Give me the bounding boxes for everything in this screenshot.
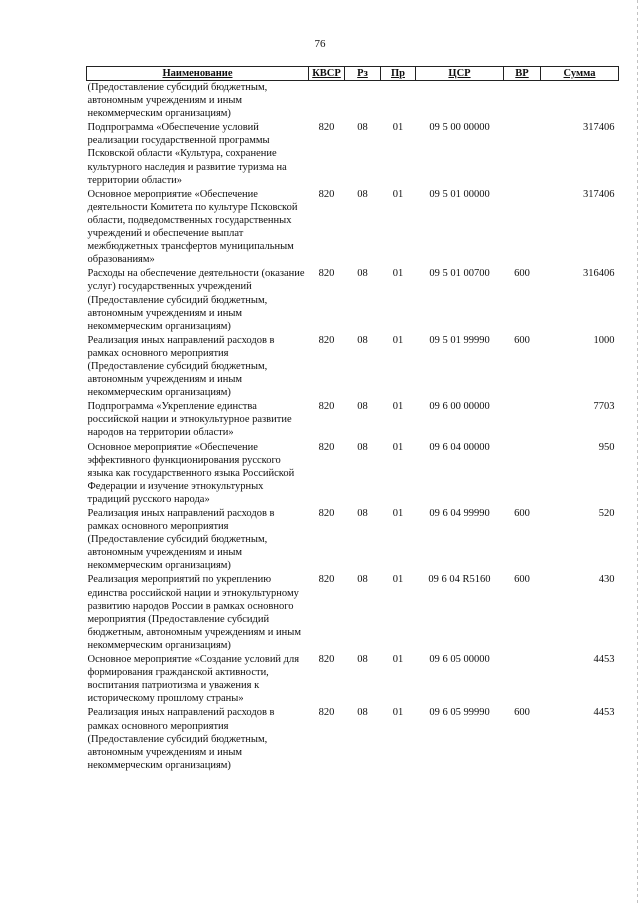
- cell-pr: 01: [392, 654, 404, 666]
- cell-sum: 430: [598, 574, 615, 586]
- cell-name: Подпрограмма «Укрепление единства российской нации и этнокультурное развитие народов на территории области»: [87, 401, 292, 439]
- cell-csr: 09 6 00 00000: [429, 401, 490, 413]
- cell-rz: [345, 81, 381, 122]
- table-row: [87, 267, 619, 333]
- cell-csr: 09 5 01 00700: [429, 268, 490, 280]
- cell-pr: 01: [392, 334, 404, 346]
- cell-rz: 08: [357, 441, 368, 453]
- cell-name: Реализация иных направлений расходов в рамках основного мероприятия (Предоставление субсидий бюджетным, автономным учреждениям и иным некоммерческим организациям): [87, 508, 275, 572]
- cell-sum: 316406: [583, 268, 615, 280]
- cell-csr: [416, 81, 504, 122]
- cell-pr: 01: [392, 268, 404, 280]
- cell-rz: 08: [357, 401, 368, 413]
- cell-csr: 09 5 00 00000: [429, 122, 490, 134]
- cell-kvsr: 820: [318, 401, 335, 413]
- table-row: [87, 400, 619, 440]
- cell-vr: [504, 653, 541, 706]
- cell-vr: [504, 81, 541, 122]
- cell-name: Реализация иных направлений расходов в рамках основного мероприятия (Предоставление субсидий бюджетным, автономным учреждениям и иным некоммерческим организациям): [87, 707, 275, 771]
- table-row: [87, 121, 619, 187]
- cell-name: (Предоставление субсидий бюджетным, автономным учреждениям и иным некоммерческим организациям): [87, 82, 268, 120]
- table-row: [87, 188, 619, 268]
- cell-pr: 01: [392, 707, 404, 719]
- cell-name: Реализация мероприятий по укреплению единства российской нации и этнокультурному развитию народов России в рамках основного мероприятия (Предоставление субсидий бюджетным, автономным учреждениям и иным некоммерческим организациям): [87, 574, 301, 651]
- cell-kvsr: 820: [318, 441, 335, 453]
- cell-rz: 08: [357, 508, 368, 519]
- table-header: [87, 67, 619, 81]
- cell-name: Расходы на обеспечение деятельности (оказание услуг) государственных учреждений (Предоставление субсидий бюджетным, автономным учреждениям и иным некоммерческим организациям): [87, 268, 305, 332]
- cell-vr: 600: [514, 707, 530, 719]
- cell-pr: [381, 81, 416, 122]
- table-row: [87, 653, 619, 706]
- cell-rz: 08: [357, 707, 368, 719]
- cell-rz: 08: [357, 122, 368, 134]
- cell-csr: 09 6 04 R5160: [428, 574, 491, 586]
- cell-name: Основное мероприятие «Обеспечение деятельности Комитета по культуре Псковской области, подведомственных государственных учреждений и обеспечение выплат межбюджетных трансфертов муниципальным образованиям»: [87, 188, 298, 266]
- cell-vr: 600: [514, 508, 530, 519]
- header-sum: Сумма: [541, 67, 619, 81]
- cell-rz: 08: [357, 188, 368, 200]
- cell-kvsr: 820: [318, 268, 335, 280]
- header-rz: Рз: [345, 67, 381, 81]
- cell-pr: 01: [392, 441, 404, 453]
- budget-table: [86, 66, 619, 773]
- cell-csr: 09 5 01 99990: [429, 334, 490, 346]
- cell-vr: [504, 188, 541, 268]
- cell-rz: 08: [357, 268, 368, 280]
- header-pr: Пр: [381, 67, 416, 81]
- header-kvsr: КВСР: [309, 67, 345, 81]
- cell-kvsr: 820: [318, 122, 335, 134]
- table-row: [87, 441, 619, 507]
- cell-sum: 4453: [593, 707, 615, 719]
- cell-pr: 01: [392, 401, 404, 413]
- page-number: 76: [314, 38, 326, 50]
- header-csr: ЦСР: [416, 67, 504, 81]
- table-row: [87, 507, 619, 573]
- table-row: [87, 334, 619, 400]
- cell-kvsr: 820: [318, 707, 335, 719]
- cell-kvsr: 820: [318, 188, 335, 200]
- header-name: Наименование: [87, 67, 309, 81]
- cell-sum: 950: [598, 441, 615, 453]
- table-row: [87, 573, 619, 653]
- cell-name: Реализация иных направлений расходов в рамках основного мероприятия (Предоставление субсидий бюджетным, автономным учреждениям и иным некоммерческим организациям): [87, 334, 275, 399]
- budget-table-container: [86, 66, 618, 773]
- cell-pr: 01: [392, 188, 404, 200]
- cell-pr: 01: [392, 122, 404, 134]
- cell-name: Подпрограмма «Обеспечение условий реализации государственной программы Псковской области «Культура, сохранение культурного наследия и развитие туризма на территории области»: [87, 122, 287, 186]
- cell-rz: 08: [357, 654, 368, 666]
- cell-vr: [504, 121, 541, 187]
- cell-vr: [504, 441, 541, 507]
- cell-sum: 317406: [583, 122, 615, 134]
- scan-edge: [637, 0, 638, 905]
- cell-sum: 7703: [593, 401, 615, 413]
- table-row: [87, 81, 619, 122]
- cell-sum: 520: [598, 508, 615, 519]
- cell-csr: 09 6 04 00000: [429, 441, 490, 453]
- cell-csr: 09 6 05 99990: [429, 707, 490, 719]
- cell-csr: 09 6 04 99990: [429, 508, 490, 519]
- cell-rz: 08: [357, 574, 368, 586]
- table-row: [87, 706, 619, 772]
- cell-sum: 1000: [593, 334, 615, 346]
- cell-csr: 09 5 01 00000: [429, 188, 490, 200]
- cell-sum: 317406: [583, 188, 615, 200]
- cell-name: Основное мероприятие «Создание условий для формирования гражданской активности, воспитания патриотизма и уважения к историческому прошлому страны»: [87, 654, 300, 705]
- cell-kvsr: 820: [318, 508, 335, 519]
- cell-kvsr: 820: [318, 654, 335, 666]
- cell-vr: 600: [514, 574, 530, 586]
- cell-csr: 09 6 05 00000: [429, 654, 490, 666]
- cell-vr: 600: [514, 268, 530, 280]
- cell-pr: 01: [392, 574, 404, 586]
- cell-name: Основное мероприятие «Обеспечение эффективного функционирования русского языка как государственного языка Российской Федерации и изучение этнокультурных традиций русского народа»: [87, 441, 295, 505]
- cell-rz: 08: [357, 334, 368, 346]
- table-body: [87, 81, 619, 773]
- header-vr: ВР: [504, 67, 541, 81]
- cell-vr: 600: [514, 334, 530, 346]
- cell-sum: 4453: [593, 654, 615, 666]
- cell-pr: 01: [392, 508, 404, 519]
- cell-kvsr: 820: [318, 334, 335, 346]
- cell-kvsr: 820: [318, 574, 335, 586]
- cell-sum: [541, 81, 619, 122]
- cell-kvsr: [309, 81, 345, 122]
- cell-vr: [504, 400, 541, 440]
